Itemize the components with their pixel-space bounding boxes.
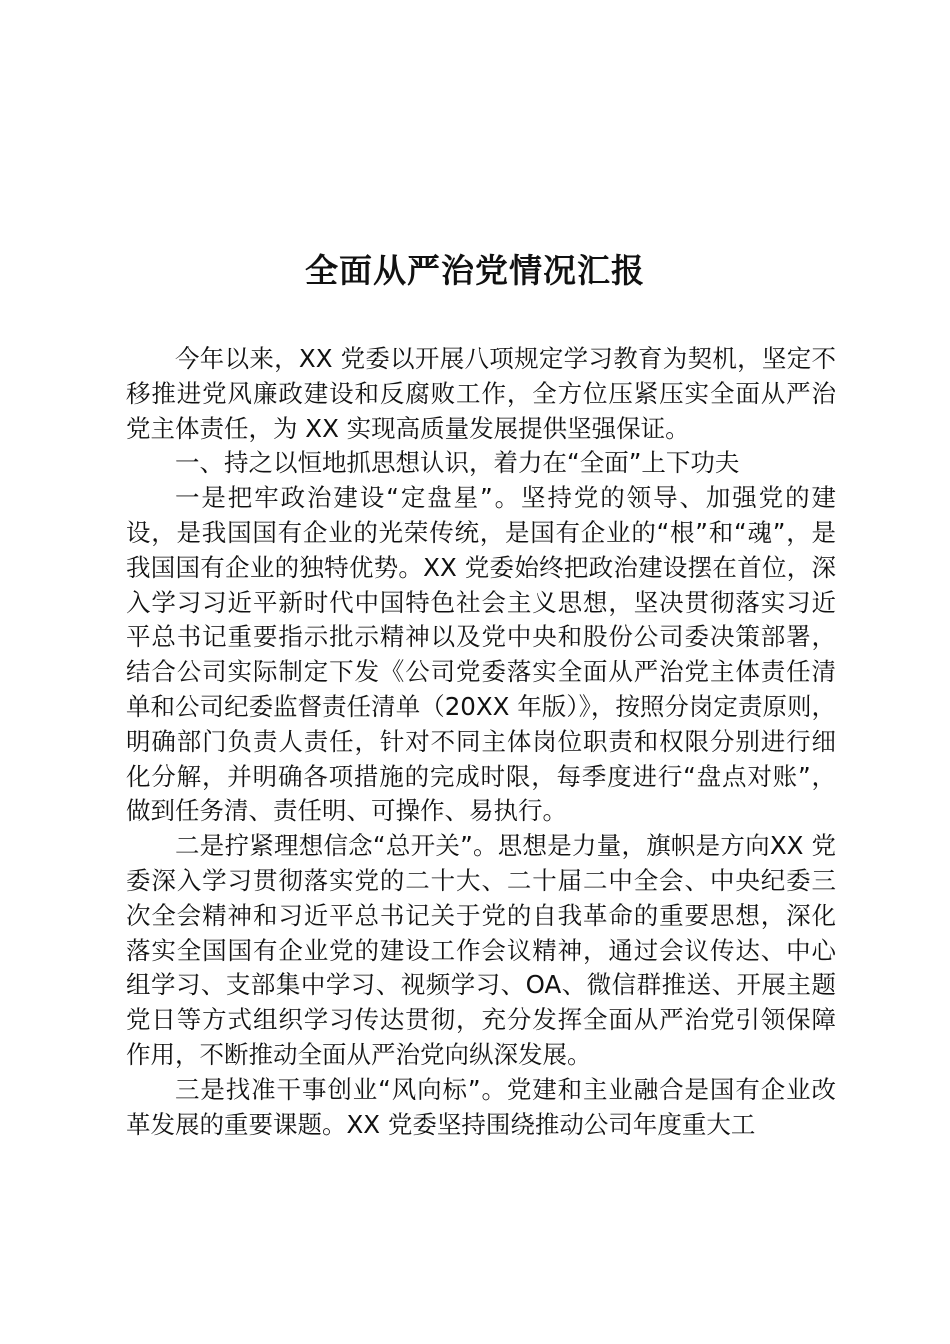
intro-paragraph: 今年以来，XX 党委以开展八项规定学习教育为契机，坚定不移推进党风廉政建设和反腐败工作，全方位压紧压实全面从严治党主体责任，为 XX 实现高质量发展提供坚强保证。 xyxy=(126,344,836,443)
document-body xyxy=(126,342,836,1142)
document-title: 全面从严治党情况汇报 xyxy=(305,251,645,290)
paragraph-point-3: 三是找准干事创业“风向标”。党建和主业融合是国有企业改革发展的重要课题。XX 党委坚持围绕推动公司年度重大工 xyxy=(126,1074,836,1139)
paragraph-point-1: 一是把牢政治建设“定盘星”。坚持党的领导、加强党的建设，是我国国有企业的光荣传统，是国有企业的“根”和“魂”，是我国国有企业的独特优势。XX 党委始终把政治建设摆在首位，深入学习习近平新时代中国特色社会主义思想，坚决贯彻落实习近平总书记重要指示批示精神以及党中央和股份公司委决策部署，结合公司实际制定下发《公司党委落实全面从严治党主体责任清单和公司纪委监督责任清单（20XX 年版）》，按照分岗定责原则，明确部门负责人责任，针对不同主体岗位职责和权限分别进行细化分解，并明确各项措施的完成时限，每季度进行“盘点对账”，做到任务清、责任明、可操作、易执行。 xyxy=(126,483,836,826)
paragraph-point-2: 二是拧紧理想信念“总开关”。思想是力量，旗帜是方向XX 党委深入学习贯彻落实党的二十大、二十届二中全会、中央纪委三次全会精神和习近平总书记关于党的自我革命的重要思想，深化落实全国国有企业党的建设工作会议精神，通过会议传达、中心组学习、支部集中学习、视频学习、OA、微信群推送、开展主题党日等方式组织学习传达贯彻，充分发挥全面从严治党引领保障作用，不断推动全面从严治党向纵深发展。 xyxy=(126,831,836,1069)
section-heading-1: 一、持之以恒地抓思想认识，着力在“全面”上下功夫 xyxy=(175,448,740,478)
